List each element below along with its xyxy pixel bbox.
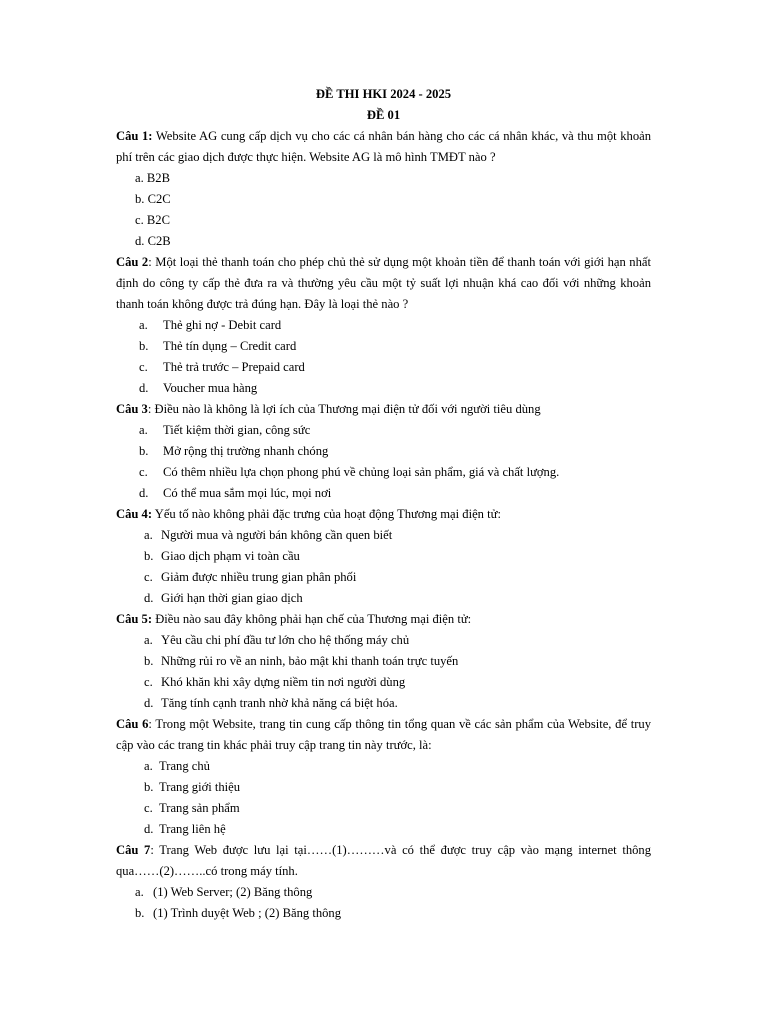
question-text: : Trang Web được lưu lại tại……(1)………và có thể được truy cập vào mạng internet thông qua……(2)……..có trong máy tính. [116, 843, 652, 878]
exam-code: ĐỀ 01 [366, 108, 401, 122]
option-text: Thẻ ghi nợ - Debit card [163, 318, 282, 332]
question-label: Câu 5: [116, 612, 153, 626]
option-7b [116, 903, 651, 924]
option-4c [116, 567, 651, 588]
question-label: Câu 1: [116, 129, 153, 143]
option-6a [116, 756, 651, 777]
option-6c [116, 798, 651, 819]
option-text: Khó khăn khi xây dựng niềm tin nơi người dùng [161, 675, 406, 689]
option-letter: a. [144, 528, 153, 542]
option-2d [116, 378, 651, 399]
option-5d [116, 693, 651, 714]
option-3c [116, 462, 651, 483]
question-label: Câu 3 [116, 402, 148, 416]
option-text: Thẻ trả trước – Prepaid card [163, 360, 305, 374]
option-text: Có thể mua sắm mọi lúc, mọi nơi [163, 486, 332, 500]
question-2 [116, 252, 651, 315]
option-text: Tiết kiệm thời gian, công sức [163, 423, 311, 437]
question-1 [116, 126, 651, 168]
option-text: Trang liên hệ [159, 822, 226, 836]
option-3b [116, 441, 651, 462]
option-3a [116, 420, 651, 441]
question-label: Câu 2 [116, 255, 149, 269]
option-text: Mở rộng thị trường nhanh chóng [163, 444, 329, 458]
option-letter: b. [144, 780, 154, 794]
option-text: (1) Web Server; (2) Băng thông [153, 885, 313, 899]
option-text: Trang chủ [159, 759, 210, 773]
option-letter: c. [144, 570, 153, 584]
option-text: Giao dịch phạm vi toàn cầu [161, 549, 300, 563]
exam-page [116, 84, 651, 924]
question-label: Câu 7 [116, 843, 151, 857]
option-5a [116, 630, 651, 651]
option-4b [116, 546, 651, 567]
option-letter: d. [144, 591, 154, 605]
option-6b [116, 777, 651, 798]
option-letter: b. [144, 549, 154, 563]
option-letter: b. [144, 654, 154, 668]
exam-title: ĐỀ THI HKI 2024 - 2025 [315, 87, 452, 101]
option-letter: c. [139, 360, 148, 374]
option-6d [116, 819, 651, 840]
option-text: Có thêm nhiều lựa chọn phong phú về chủng loại sản phẩm, giá và chất lượng. [163, 465, 560, 479]
option-text: Người mua và người bán không cần quen biết [161, 528, 393, 542]
option-1a: a. B2B [135, 171, 170, 185]
option-5b [116, 651, 651, 672]
option-letter: d. [144, 822, 154, 836]
option-text: Giảm được nhiều trung gian phân phối [161, 570, 357, 584]
option-4d [116, 588, 651, 609]
question-label: Câu 4: [116, 507, 153, 521]
option-text: Những rủi ro về an ninh, bảo mật khi thanh toán trực tuyến [161, 654, 459, 668]
option-1c: c. B2C [135, 213, 170, 227]
option-letter: a. [144, 759, 153, 773]
option-2b [116, 336, 651, 357]
option-text: Trang giới thiệu [159, 780, 241, 794]
option-text: Voucher mua hàng [163, 381, 258, 395]
question-text: Yếu tố nào không phải đặc trưng của hoạt động Thương mại điện tử: [152, 507, 501, 521]
question-label: Câu 6 [116, 717, 149, 731]
option-letter: d. [144, 696, 154, 710]
question-text: : Một loại thẻ thanh toán cho phép chủ thẻ sử dụng một khoản tiền để thanh toán với giới hạn nhất định do công ty cấp thẻ đưa ra và thường yêu cầu một tỷ suất lợi nhuận khá cao đối với những khoản thanh toán không được trả đúng hạn. Đây là loại thẻ nào ? [116, 255, 651, 311]
option-1b: b. C2C [135, 192, 171, 206]
option-letter: d. [139, 486, 149, 500]
option-text: Giới hạn thời gian giao dịch [161, 591, 303, 605]
question-6 [116, 714, 651, 756]
option-text: Yêu cầu chi phí đầu tư lớn cho hệ thống máy chủ [161, 633, 410, 647]
option-letter: a. [139, 423, 148, 437]
option-text: Tăng tính cạnh tranh nhờ khả năng cá biệt hóa. [161, 696, 398, 710]
option-letter: a. [135, 885, 144, 899]
option-2a [116, 315, 651, 336]
option-letter: c. [144, 801, 153, 815]
question-text: Điều nào sau đây không phải hạn chế của Thương mại điện tử: [152, 612, 472, 626]
option-letter: d. [139, 381, 149, 395]
option-2c [116, 357, 651, 378]
question-5 [116, 609, 651, 630]
option-letter: b. [139, 339, 149, 353]
option-letter: b. [135, 906, 145, 920]
option-7a [116, 882, 651, 903]
option-letter: c. [139, 465, 148, 479]
question-4 [116, 504, 651, 525]
option-letter: a. [144, 633, 153, 647]
question-text: : Trong một Website, trang tin cung cấp thông tin tổng quan về các sản phẩm của Website, để truy cập vào các trang tin khác phải truy cập trang tin này trước, là: [116, 717, 652, 752]
option-letter: b. [139, 444, 149, 458]
option-text: (1) Trình duyệt Web ; (2) Băng thông [153, 906, 342, 920]
option-5c [116, 672, 651, 693]
option-letter: c. [144, 675, 153, 689]
question-text: Website AG cung cấp dịch vụ cho các cá nhân bán hàng cho các cá nhân khác, và thu một khoản phí trên các giao dịch được thực hiện. Website AG là mô hình TMĐT nào ? [116, 129, 651, 164]
question-3 [116, 399, 651, 420]
option-letter: a. [139, 318, 148, 332]
option-1d: d. C2B [135, 234, 171, 248]
option-text: Trang sản phẩm [159, 801, 240, 815]
option-4a [116, 525, 651, 546]
question-7 [116, 840, 651, 882]
option-3d [116, 483, 651, 504]
question-text: : Điều nào là không là lợi ích của Thương mại điện tử đối với người tiêu dùng [147, 402, 541, 416]
option-text: Thẻ tín dụng – Credit card [163, 339, 297, 353]
